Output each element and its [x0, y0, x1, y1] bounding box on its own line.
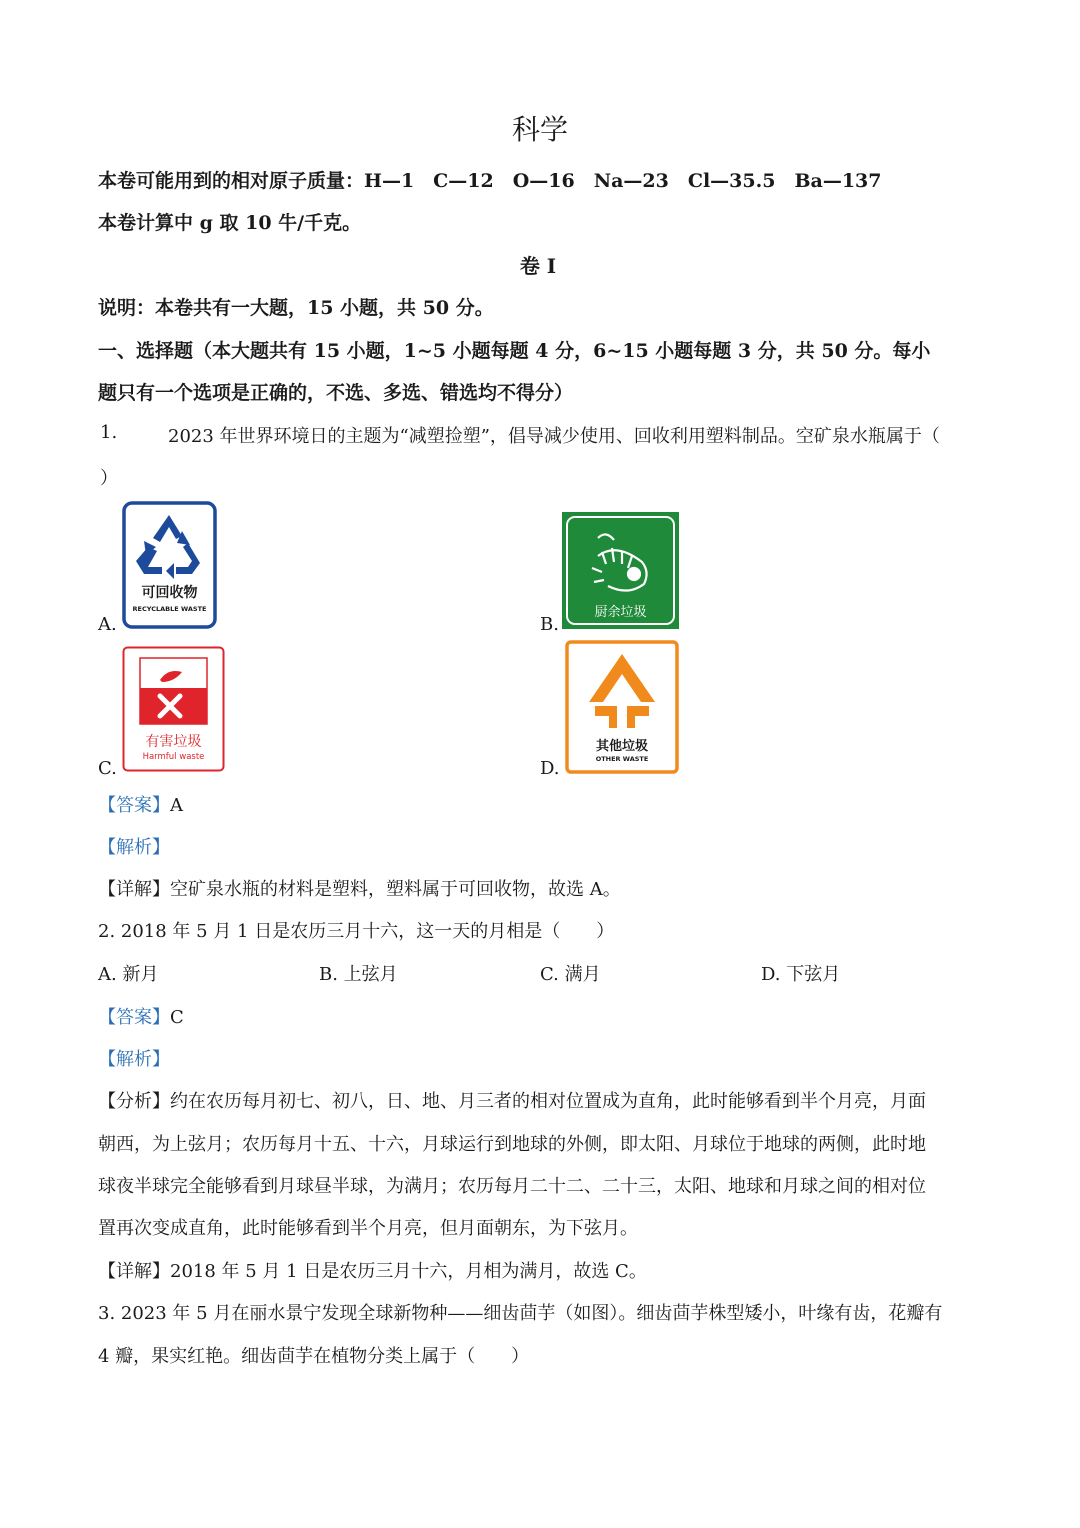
q2-option-c: C. 满月	[540, 964, 601, 985]
recyclable-sign-text-cn: 可回收物	[141, 585, 198, 601]
q1-answer	[98, 791, 183, 817]
detail-text: 空矿泉水瓶的材料是塑料，塑料属于可回收物，故选 A。	[170, 879, 621, 900]
q2-option-d: D. 下弦月	[761, 964, 841, 985]
detail-text: 2018 年 5 月 1 日是农历三月十六，月相为满月，故选 C。	[170, 1261, 647, 1282]
q1-number: 1.	[100, 422, 118, 443]
answer-value: C	[170, 1007, 184, 1028]
harmful-waste-sign	[122, 646, 225, 772]
q2-stem: 2. 2018 年 5 月 1 日是农历三月十六，这一天的月相是（ ）	[98, 921, 615, 942]
detail-tag: 【详解】	[98, 879, 170, 900]
other-waste-sign	[565, 640, 679, 774]
q1-stem: 2023 年世界环境日的主题为“减塑捡塑”，倡导减少使用、回收利用塑料制品。空矿泉水瓶属于（	[168, 426, 940, 447]
volume-note: 说明：本卷共有一大题，15 小题，共 50 分。	[98, 297, 494, 319]
answer-tag: 【答案】	[98, 1007, 170, 1028]
q2-option-a: A. 新月	[98, 964, 159, 985]
q2-analysis-line-3: 球夜半球完全能够看到月球昼半球，为满月；农历每月二十二、二十三，太阳、地球和月球之间的相对位	[98, 1176, 926, 1197]
q2-option-b: B. 上弦月	[319, 964, 398, 985]
q1-option-c-label: C.	[98, 758, 117, 779]
analysis-text: 约在农历每月初七、初八，日、地、月三者的相对位置成为直角，此时能够看到半个月亮，月面	[170, 1091, 926, 1112]
q1-stem-end: ）	[100, 468, 118, 489]
q1-detail	[98, 875, 621, 901]
harmful-sign-text-cn: 有害垃圾	[145, 734, 202, 750]
q2-answer	[98, 1003, 184, 1029]
recyclable-sign-text-en: RECYCLABLE WASTE	[132, 605, 207, 613]
q3-stem-line-2: 4 瓣，果实红艳。细齿茴芋在植物分类上属于（ ）	[98, 1346, 530, 1367]
q2-detail	[98, 1257, 647, 1283]
q1-option-a-label: A.	[98, 614, 117, 635]
page-title: 科学	[511, 113, 568, 146]
kitchen-sign-text-cn: 厨余垃圾	[594, 605, 647, 620]
q2-analysis-line-4: 置再次变成直角，此时能够看到半个月亮，但月面朝东，为下弦月。	[98, 1218, 638, 1239]
analysis-label: 【分析】	[98, 1091, 170, 1112]
gravity-line: 本卷计算中 g 取 10 牛/千克。	[98, 212, 362, 234]
q2-analysis-tag: 【解析】	[98, 1049, 170, 1070]
answer-value: A	[170, 795, 183, 816]
detail-tag: 【详解】	[98, 1261, 170, 1282]
q1-analysis-tag: 【解析】	[98, 837, 170, 858]
q2-analysis-line-1	[98, 1087, 926, 1113]
kitchen-waste-sign	[562, 512, 679, 629]
section-heading-line-1: 一、选择题（本大题共有 15 小题，1~5 小题每题 4 分，6~15 小题每题 3 分，共 50 分。每小	[98, 340, 931, 362]
other-sign-text-en: OTHER WASTE	[595, 755, 649, 763]
q1-option-d-label: D.	[540, 758, 560, 779]
q1-option-b-label: B.	[540, 614, 559, 635]
section-heading-line-2: 题只有一个选项是正确的，不选、多选、错选均不得分）	[98, 382, 574, 404]
atomic-mass-line: 本卷可能用到的相对原子质量：H—1 C—12 O—16 Na—23 Cl—35.5 Ba—137	[98, 170, 882, 192]
q2-analysis-line-2: 朝西，为上弦月；农历每月十五、十六，月球运行到地球的外侧，即太阳、月球位于地球的两侧，此时地	[98, 1134, 926, 1155]
recyclable-waste-sign	[122, 501, 217, 629]
volume-heading: 卷 I	[519, 254, 557, 278]
harmful-sign-text-en: Harmful waste	[142, 752, 205, 762]
other-sign-text-cn: 其他垃圾	[595, 739, 649, 754]
answer-tag: 【答案】	[98, 795, 170, 816]
q3-stem-line-1: 3. 2023 年 5 月在丽水景宁发现全球新物种——细齿茴芋（如图）。细齿茴芋株型矮小，叶缘有齿，花瓣有	[98, 1303, 943, 1324]
